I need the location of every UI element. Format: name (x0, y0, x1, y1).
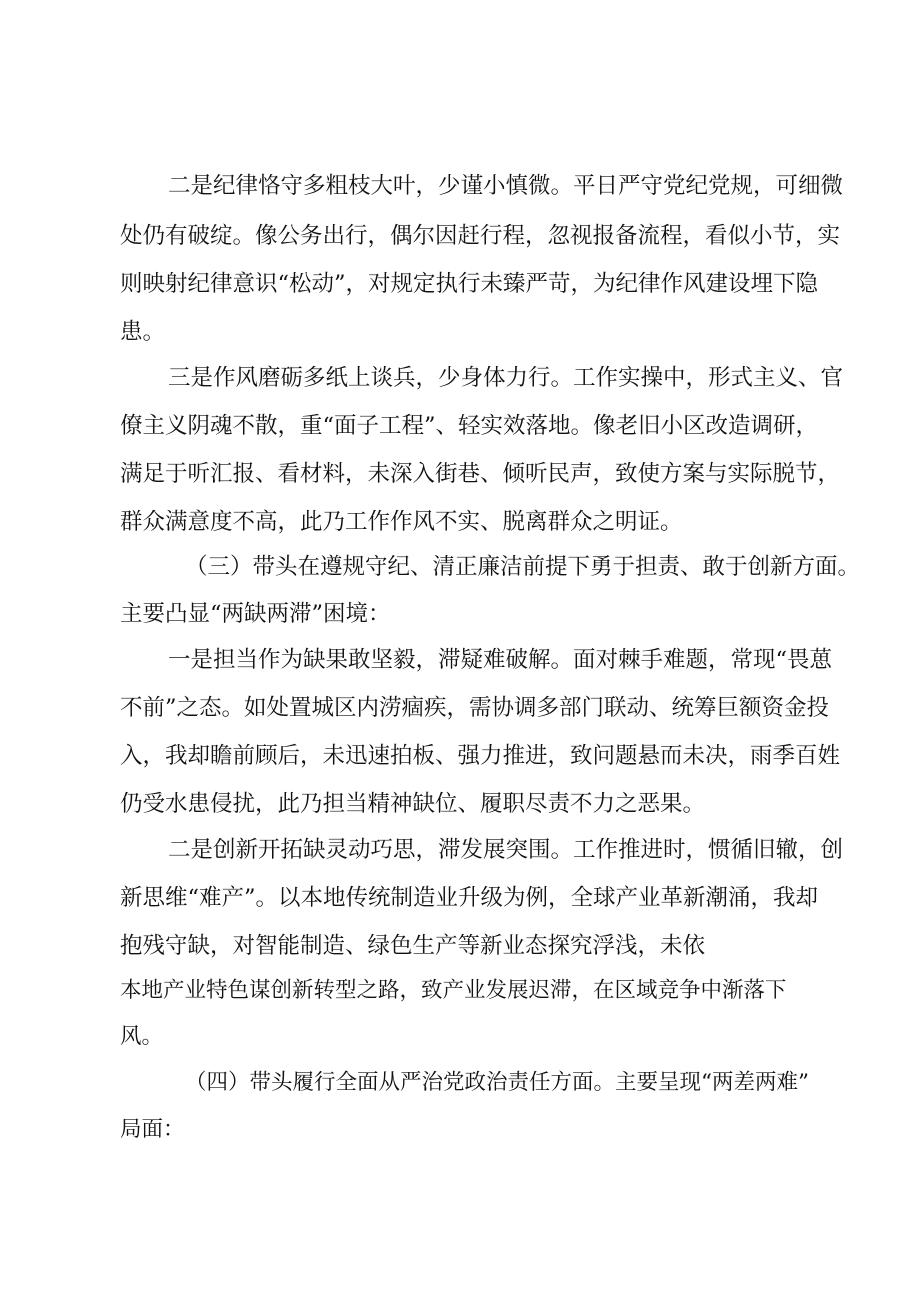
section-3-heading-line-2: 主要凸显“两缺两滞”困境： (120, 601, 391, 627)
paragraph-3-line-2: 僚主义阴魂不散，重“面子工程”、轻实效落地。像老旧小区改造调研， (120, 413, 819, 439)
paragraph-3-line-3: 满足于听汇报、看材料，未深入街巷、倾听民声，致使方案与实际脱节， (120, 461, 841, 487)
paragraph-4-line-4: 仍受水患侵扰，此乃担当精神缺位、履职尽责不力之恶果。 (120, 791, 706, 817)
paragraph-3-line-4: 群众满意度不高，此乃工作作风不实、脱离群众之明证。 (120, 509, 683, 535)
paragraph-5-line-5: 风。 (120, 1024, 164, 1049)
paragraph-5-line-3: 抱残守缺，对智能制造、绿色生产等新业态探究浮浅，未依 (120, 933, 706, 959)
paragraph-4-line-3: 入，我却瞻前顾后，未迅速拍板、强力推进，致问题悬而未决，雨季百姓 (120, 743, 841, 769)
section-3-heading-line-1: （三）带头在遵规守纪、清正廉洁前提下勇于担责、敢于创新方面。 (185, 554, 861, 580)
section-4-heading-line-2: 局面： (120, 1117, 185, 1142)
paragraph-4-line-1: 一是担当作为缺果敢坚毅，滞疑难破解。面对棘手难题，常现“畏葸 (168, 647, 833, 673)
paragraph-5-line-2: 新思维“难产”。以本地传统制造业升级为例，全球产业革新潮涌，我却 (120, 885, 819, 911)
paragraph-4-line-2: 不前”之态。如处置城区内涝痼疾，需协调多部门联动、统筹巨额资金投 (120, 695, 830, 721)
paragraph-5-line-1: 二是创新开拓缺灵动巧思，滞发展突围。工作推进时，惯循旧辙，创 (168, 837, 844, 863)
paragraph-3-line-1: 三是作风磨砺多纸上谈兵，少身体力行。工作实操中，形式主义、官 (168, 365, 844, 391)
section-4-heading-line-1: （四）带头履行全面从严治党政治责任方面。主要呈现“两差两难” (185, 1070, 809, 1095)
paragraph-2-line-3: 则映射纪律意识“松动”，对规定执行未臻严苛，为纪律作风建设埋下隐 (120, 271, 819, 297)
paragraph-5-line-4: 本地产业特色谋创新转型之路，致产业发展迟滞，在区域竞争中渐落下 (120, 978, 787, 1003)
paragraph-2-line-2: 处仍有破绽。像公务出行，偶尔因赶行程，忽视报备流程，看似小节，实 (120, 223, 841, 249)
paragraph-2-line-1: 二是纪律恪守多粗枝大叶，少谨小慎微。平日严守党纪党规，可细微 (168, 173, 844, 199)
paragraph-2-line-4: 患。 (120, 319, 166, 345)
